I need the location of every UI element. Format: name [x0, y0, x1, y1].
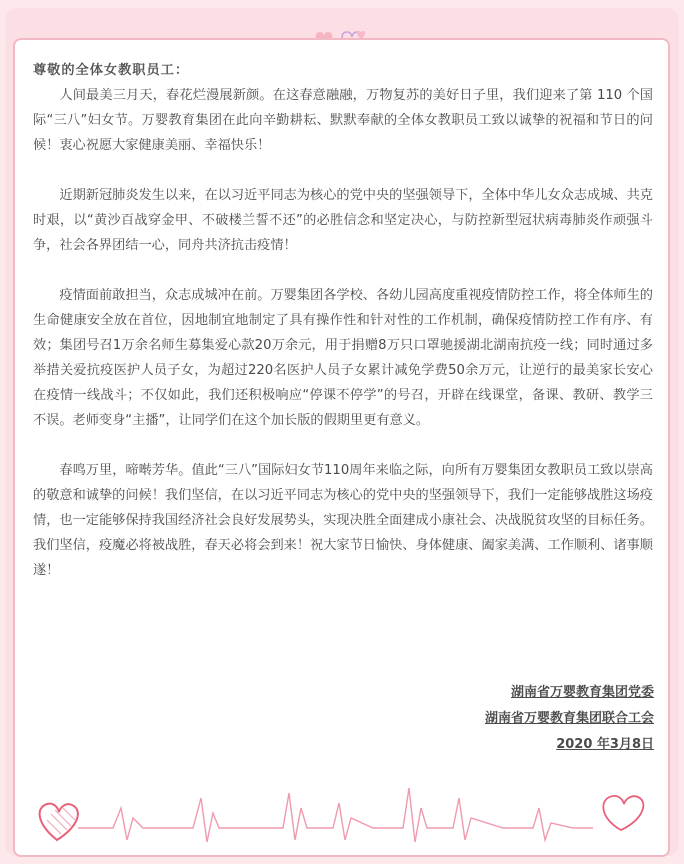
- right-heart-icon: [603, 796, 643, 830]
- paragraph-4: 春鸣万里，啼啭芳华。值此“三八”国际妇女节110周年来临之际，向所有万婴集团女教职员工致以崇高的敬意和诚挚的问候！我们坚信，在以习近平同志为核心的党中央的坚强领导下，我们一定能够战胜这场疫情，也一定能够保持我国经济社会良好发展势头，实现决胜全面建成小康社会、决战脱贫攻坚的目标任务。我们坚信，疫魔必将被战胜，春天必将会到来！祝大家节日愉快、身体健康、阖家美满、工作顺利、诸事顺遂！: [33, 463, 653, 578]
- signature-date: 2020 年3月8日: [556, 737, 654, 752]
- heartbeat-line-decoration: [33, 768, 653, 848]
- paragraph-1: 人间最美三月天，春花烂漫展新颜。在这春意融融，万物复苏的美好日子里，我们迎来了第 110 个国际“三八”妇女节。万婴教育集团在此向辛勤耕耘、默默奉献的全体女教职员工致以诚挚的祝福和节日的问候！衷心祝愿大家健康美丽、幸福快乐！: [33, 88, 653, 153]
- letter-card: [13, 38, 670, 857]
- paragraph-3: 疫情面前敢担当，众志成城冲在前。万婴集团各学校、各幼儿园高度重视疫情防控工作，将全体师生的生命健康安全放在首位，因地制宜地制定了具有操作性和针对性的工作机制，确保疫情防控工作有序、有效；集团号召1万余名师生募集爱心款20万余元，用于捐赠8万只口罩驰援湖北湖南抗疫一线；同时通过多举措关爱抗疫医护人员子女，为超过220名医护人员子女累计减免学费50余万元，让逆行的最美家长安心在疫情一线战斗；不仅如此，我们还积极响应“停课不停学”的号召，开辟在线课堂，备课、教研、教学三不误。老师变身“主播”，让同学们在这个加长版的假期里更有意义。: [33, 288, 653, 428]
- signature-org-party-committee: 湖南省万婴教育集团党委: [510, 685, 654, 700]
- paragraph-2: 近期新冠肺炎发生以来，在以习近平同志为核心的党中央的坚强领导下，全体中华儿女众志成城、共克时艰，以“黄沙百战穿金甲、不破楼兰誓不还”的必胜信念和坚定决心，与防控新型冠状病毒肺炎作顽强斗争，社会各界团结一心，同舟共济抗击疫情！: [33, 188, 653, 253]
- letter-greeting: 尊敬的全体女教职员工：: [33, 63, 190, 78]
- signature-org-union: 湖南省万婴教育集团联合工会: [484, 711, 654, 726]
- letter-body: [33, 58, 653, 583]
- left-heart-icon: [40, 804, 78, 840]
- heartbeat-line: [78, 788, 593, 842]
- signature-block: [485, 680, 654, 758]
